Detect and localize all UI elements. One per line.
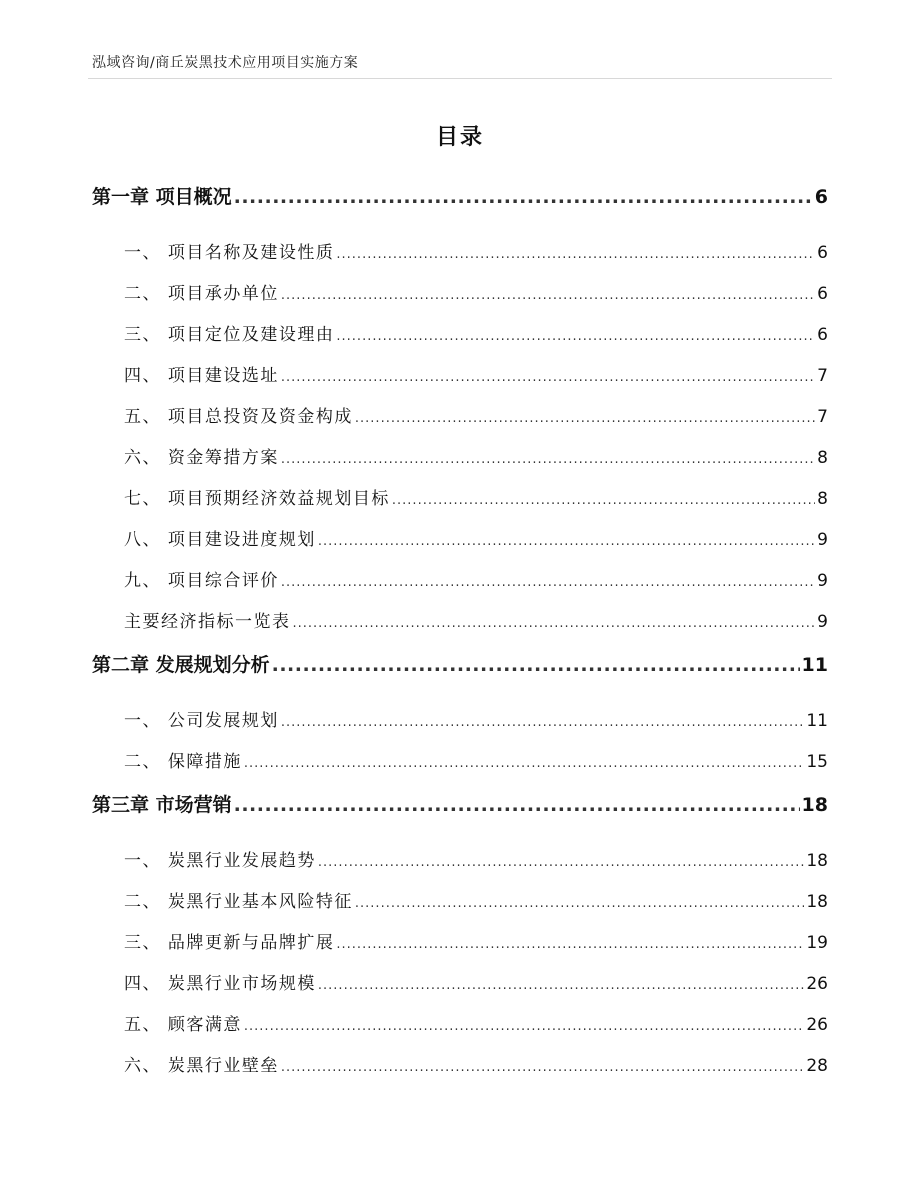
table-of-contents (92, 180, 828, 1092)
toc-section-label: 六、 炭黑行业壁垒 (124, 1056, 279, 1076)
toc-section-label: 七、 项目预期经济效益规划目标 (124, 489, 390, 509)
toc-page-number: 8 (817, 489, 828, 509)
toc-section-label: 九、 项目综合评价 (124, 571, 279, 591)
toc-leader-dots (336, 243, 815, 263)
toc-page-number: 28 (806, 1056, 828, 1076)
toc-leader-dots (392, 489, 815, 509)
toc-page-number: 11 (801, 654, 828, 676)
toc-chapter-1[interactable] (92, 182, 828, 216)
toc-page-number: 18 (806, 892, 828, 912)
toc-page-number: 6 (817, 284, 828, 304)
toc-section-label: 主要经济指标一览表 (124, 612, 291, 632)
toc-section[interactable] (92, 607, 828, 648)
toc-section[interactable] (92, 969, 828, 1010)
toc-section-label: 四、 炭黑行业市场规模 (124, 974, 316, 994)
toc-chapter-label: 第三章 市场营销 (92, 794, 232, 816)
toc-section[interactable] (92, 706, 828, 747)
header-divider (88, 78, 832, 79)
toc-section-label: 四、 项目建设选址 (124, 366, 279, 386)
toc-section[interactable] (92, 1010, 828, 1051)
toc-section[interactable] (92, 402, 828, 443)
toc-page-number: 15 (806, 752, 828, 772)
toc-leader-dots (281, 711, 804, 731)
toc-section[interactable] (92, 525, 828, 566)
toc-title: 目录 (435, 125, 484, 150)
toc-leader-dots (234, 186, 813, 208)
toc-chapter-3[interactable] (92, 790, 828, 824)
toc-section-label: 二、 炭黑行业基本风险特征 (124, 892, 353, 912)
toc-leader-dots (318, 530, 815, 550)
toc-page-number: 6 (814, 186, 828, 208)
toc-section-label: 五、 项目总投资及资金构成 (124, 407, 353, 427)
toc-page-number: 9 (817, 571, 828, 591)
toc-leader-dots (336, 933, 804, 953)
toc-leader-dots (281, 448, 815, 468)
toc-page-number: 6 (817, 243, 828, 263)
toc-leader-dots (234, 794, 800, 816)
toc-leader-dots (244, 752, 804, 772)
toc-section[interactable] (92, 747, 828, 788)
toc-leader-dots (281, 571, 815, 591)
toc-section[interactable] (92, 928, 828, 969)
document-header: 泓域咨询/商丘炭黑技术应用项目实施方案 (92, 55, 359, 71)
toc-leader-dots (318, 851, 804, 871)
toc-chapter-label: 第一章 项目概况 (92, 186, 232, 208)
toc-page-number: 18 (806, 851, 828, 871)
toc-section[interactable] (92, 238, 828, 279)
toc-section-label: 三、 项目定位及建设理由 (124, 325, 335, 345)
toc-page-number: 9 (817, 530, 828, 550)
toc-leader-dots (293, 612, 816, 632)
toc-leader-dots (281, 1056, 804, 1076)
toc-leader-dots (281, 284, 815, 304)
toc-leader-dots (355, 407, 815, 427)
toc-section[interactable] (92, 320, 828, 361)
toc-leader-dots (355, 892, 804, 912)
toc-section-label: 三、 品牌更新与品牌扩展 (124, 933, 335, 953)
toc-section[interactable] (92, 443, 828, 484)
toc-section-label: 一、 项目名称及建设性质 (124, 243, 335, 263)
toc-page-number: 8 (817, 448, 828, 468)
toc-chapter-2[interactable] (92, 650, 828, 684)
toc-page-number: 19 (806, 933, 828, 953)
toc-section-label: 二、 保障措施 (124, 752, 242, 772)
toc-section[interactable] (92, 887, 828, 928)
toc-leader-dots (244, 1015, 804, 1035)
toc-leader-dots (336, 325, 815, 345)
toc-page-number: 9 (817, 612, 828, 632)
toc-section[interactable] (92, 846, 828, 887)
toc-section-label: 五、 顾客满意 (124, 1015, 242, 1035)
toc-page-number: 18 (801, 794, 828, 816)
toc-section[interactable] (92, 484, 828, 525)
toc-leader-dots (318, 974, 804, 994)
toc-section-label: 六、 资金筹措方案 (124, 448, 279, 468)
toc-section[interactable] (92, 1051, 828, 1092)
toc-section-label: 一、 公司发展规划 (124, 711, 279, 731)
toc-page-number: 26 (806, 974, 828, 994)
toc-section-label: 二、 项目承办单位 (124, 284, 279, 304)
toc-section[interactable] (92, 279, 828, 320)
toc-section[interactable] (92, 361, 828, 402)
toc-page-number: 11 (806, 711, 828, 731)
toc-page-number: 7 (817, 407, 828, 427)
toc-leader-dots (272, 654, 800, 676)
toc-section-label: 一、 炭黑行业发展趋势 (124, 851, 316, 871)
toc-page-number: 7 (817, 366, 828, 386)
toc-leader-dots (281, 366, 815, 386)
toc-page-number: 6 (817, 325, 828, 345)
toc-section-label: 八、 项目建设进度规划 (124, 530, 316, 550)
toc-page-number: 26 (806, 1015, 828, 1035)
toc-section[interactable] (92, 566, 828, 607)
toc-chapter-label: 第二章 发展规划分析 (92, 654, 270, 676)
